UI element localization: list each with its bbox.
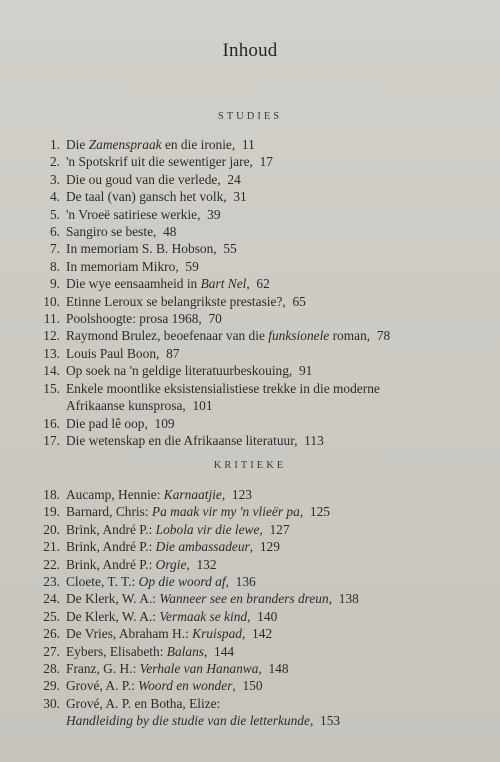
toc-entry-title: Die wye eensaamheid in Bart Nel, 62: [66, 276, 270, 292]
toc-entry-page: 62: [249, 276, 270, 292]
toc-entry-number: 26.: [43, 626, 60, 642]
toc-entry: [43, 310, 492, 327]
toc-entry-title: Grové, A. P. en Botha, Elize:: [66, 695, 221, 711]
toc-entry-page: 70: [201, 311, 222, 327]
toc-entry-number: 28.: [43, 661, 60, 677]
toc-entry-number: 7.: [49, 241, 60, 257]
toc-entry: [43, 590, 492, 607]
toc-entry: [43, 380, 492, 397]
toc-entry: [43, 573, 492, 590]
toc-entry-page: 138: [332, 591, 359, 607]
toc-entry-page: 31: [226, 189, 247, 205]
toc-entry-page: 129: [253, 539, 280, 555]
toc-entry: [43, 521, 492, 538]
toc-entry: [49, 171, 492, 188]
toc-entry: [43, 345, 492, 362]
page-title: Inhoud: [222, 40, 278, 61]
toc-entry: [43, 660, 492, 677]
toc-entry: [49, 153, 492, 170]
toc-entry-number: 23.: [43, 574, 60, 590]
toc-entry: [43, 608, 492, 625]
toc-entry-title: Die Zamenspraak en die ironie, 11: [66, 137, 255, 152]
toc-entry-page: 125: [303, 504, 330, 520]
toc-entry-number: 2.: [49, 154, 60, 170]
toc-entry-page: 153: [313, 713, 341, 729]
toc-entry: [43, 486, 492, 503]
toc-entry-number: 18.: [43, 487, 60, 502]
toc-entry-number: 25.: [43, 608, 60, 624]
toc-entry-page: 142: [245, 626, 273, 642]
toc-entry-page: 150: [235, 678, 263, 694]
toc-entry: [49, 188, 492, 205]
toc-entry-title: Die ou goud van die verlede, 24: [66, 171, 241, 187]
toc-entry-title: In memoriam Mikro, 59: [66, 258, 199, 274]
section-heading-kritieke: KRITIEKE: [213, 460, 287, 471]
toc-entry: [43, 327, 492, 344]
toc-entry-title: Franz, G. H.: Verhale van Hananwa, 148: [66, 661, 289, 677]
toc-entry-number: 17.: [43, 432, 60, 448]
toc-entry-continuation: Afrikaanse kunsprosa, 101: [66, 398, 213, 414]
toc-entry-number: 22.: [43, 556, 60, 572]
toc-entry-number: 16.: [43, 415, 60, 431]
toc-entry-title: Op soek na 'n geldige literatuurbeskouing, 91: [66, 363, 313, 379]
kritieke-list: [43, 486, 492, 730]
toc-entry-title: Raymond Brulez, beoefenaar van die funksionele roman, 78: [66, 328, 391, 344]
toc-entry-title: Brink, André P.: Die ambassadeur, 129: [66, 539, 280, 555]
toc-entry-page: 113: [297, 432, 324, 448]
toc-entry-title: Grové, A. P.: Woord en wonder, 150: [66, 678, 263, 694]
toc-entry-title: Die pad lê oop, 109: [66, 415, 175, 431]
toc-entry-page: 87: [159, 345, 180, 361]
toc-entry-number: 6.: [49, 224, 60, 240]
toc-entry-title: De Klerk, W. A.: Wanneer see en branders dreun, 138: [66, 591, 359, 607]
toc-entry: [49, 223, 492, 240]
toc-entry-page: 78: [370, 328, 391, 344]
section-heading-studies: STUDIES: [217, 111, 283, 122]
toc-entry-number: 9.: [49, 276, 60, 292]
toc-entry: [49, 275, 492, 292]
toc-entry-page: 109: [147, 415, 175, 431]
toc-entry: [43, 293, 492, 310]
toc-entry-number: 14.: [43, 363, 60, 379]
toc-entry: [43, 695, 492, 712]
toc-entry-title: Barnard, Chris: Pa maak vir my 'n vlieër pa, 125: [66, 504, 330, 520]
toc-entry-continuation: Handleiding by die studie van die letterkunde, 153: [66, 713, 341, 729]
toc-entry-number: 10.: [43, 293, 60, 309]
toc-entry: [43, 538, 492, 555]
toc-entry-number: 5.: [49, 206, 60, 222]
toc-entry-page: 136: [228, 574, 256, 590]
toc-entry-title: In memoriam S. B. Hobson, 55: [66, 241, 237, 257]
toc-entry: [43, 643, 492, 660]
toc-entry-title: 'n Vroeë satiriese werkie, 39: [66, 206, 221, 222]
toc-entry: [43, 503, 492, 520]
toc-entry-number: 24.: [43, 591, 60, 607]
toc-entry-page: 148: [261, 661, 289, 677]
toc-entry-number: 29.: [43, 678, 60, 694]
toc-entry-page: 17: [252, 154, 273, 170]
toc-entry-title: 'n Spotskrif uit die sewentiger jare, 17: [66, 154, 273, 170]
toc-entry-number: 19.: [43, 504, 60, 520]
toc-entry-title: Aucamp, Hennie: Karnaatjie, 123: [66, 487, 252, 502]
toc-entry-page: 123: [225, 487, 252, 502]
toc-entry-page: 48: [156, 224, 177, 240]
toc-entry-page: 140: [250, 608, 278, 624]
toc-entry-page: 101: [185, 398, 213, 414]
toc-entry: [43, 677, 492, 694]
toc-entry-title: Eybers, Elisabeth: Balans, 144: [66, 643, 235, 659]
toc-entry-title: Cloete, T. T.: Op die woord af, 136: [66, 574, 256, 590]
toc-entry-title: Die wetenskap en die Afrikaanse literatuur, 113: [66, 432, 324, 448]
toc-entry-title: Poolshoogte: prosa 1968, 70: [66, 311, 222, 327]
toc-entry-number: 20.: [43, 521, 60, 537]
toc-entry-number: 4.: [49, 189, 60, 205]
toc-entry-number: 13.: [43, 345, 60, 361]
toc-entry-page: 11: [235, 137, 255, 152]
toc-entry-number: 12.: [43, 328, 60, 344]
toc-entry: [43, 556, 492, 573]
toc-entry-title: Etinne Leroux se belangrikste prestasie?, 65: [66, 293, 306, 309]
toc-entry-title: Brink, André P.: Orgie, 132: [66, 556, 217, 572]
studies-list: [43, 136, 492, 449]
toc-entry-number: 11.: [43, 311, 60, 327]
toc-entry-title: Sangiro se beste, 48: [66, 224, 177, 240]
toc-entry-number: 27.: [43, 643, 60, 659]
toc-entry-title: Enkele moontlike eksistensialistiese trekke in die moderne: [66, 380, 380, 396]
toc-entry-title: De taal (van) gansch het volk, 31: [66, 189, 247, 205]
toc-entry: [43, 362, 492, 379]
toc-entry: [43, 415, 492, 432]
toc-entry: [43, 432, 492, 449]
toc-entry: [49, 136, 492, 153]
toc-entry-title: De Klerk, W. A.: Vermaak se kind, 140: [66, 608, 278, 624]
toc-entry-number: 30.: [43, 695, 60, 711]
toc-entry: [49, 240, 492, 257]
toc-entry-page: 91: [292, 363, 313, 379]
toc-entry-number: 3.: [49, 171, 60, 187]
toc-entry-number: 1.: [49, 137, 60, 152]
toc-entry-page: 39: [200, 206, 221, 222]
toc-entry-page: 144: [207, 643, 235, 659]
toc-entry-page: 132: [189, 556, 217, 572]
toc-entry-page: 59: [178, 258, 199, 274]
toc-entry-page: 24: [220, 171, 241, 187]
toc-entry-page: 65: [285, 293, 306, 309]
toc-entry-title: Brink, André P.: Lobola vir die lewe, 127: [66, 521, 290, 537]
toc-entry-page: 55: [216, 241, 237, 257]
toc-entry-title: De Vries, Abraham H.: Kruispad, 142: [66, 626, 273, 642]
toc-entry: [43, 625, 492, 642]
toc-entry-number: 15.: [43, 380, 60, 396]
toc-entry-number: 8.: [49, 258, 60, 274]
toc-entry-title: Louis Paul Boon, 87: [66, 345, 180, 361]
toc-entry-number: 21.: [43, 539, 60, 555]
toc-entry: [49, 258, 492, 275]
toc-entry: [49, 206, 492, 223]
toc-entry-page: 127: [262, 521, 290, 537]
